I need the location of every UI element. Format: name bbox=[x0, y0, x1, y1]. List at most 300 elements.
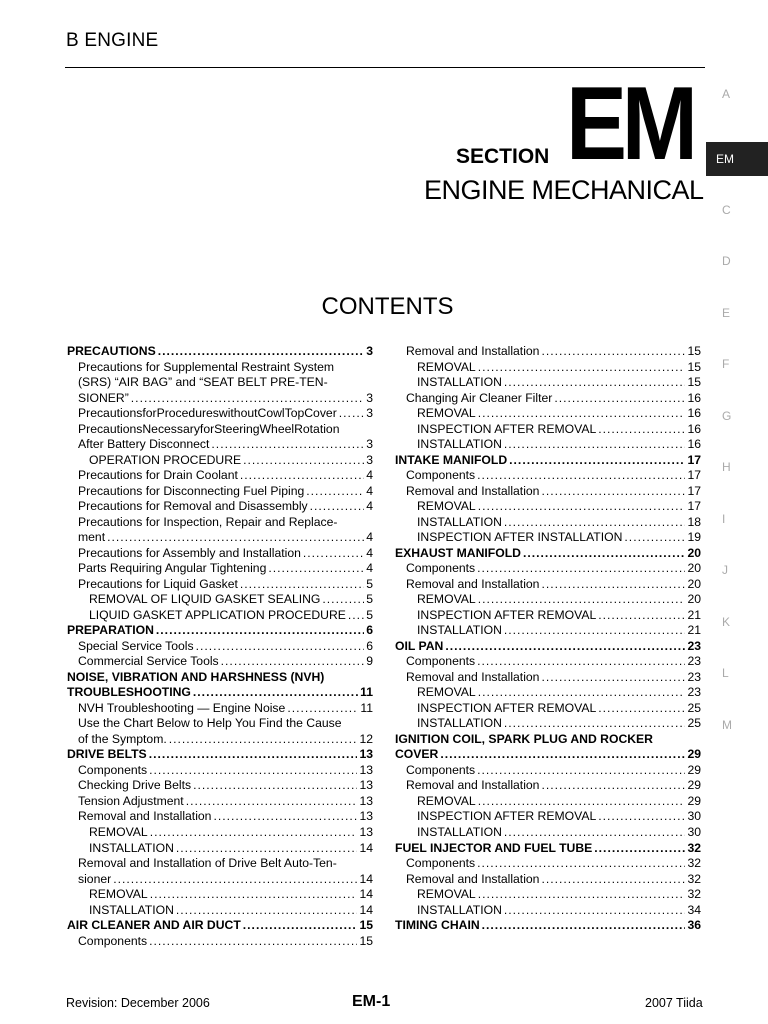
toc-entry-title: DRIVE BELTS bbox=[67, 747, 147, 762]
toc-entry[interactable] bbox=[67, 468, 373, 484]
section-name: ENGINE MECHANICAL bbox=[424, 175, 704, 205]
toc-entry[interactable] bbox=[67, 391, 373, 407]
toc-entry[interactable] bbox=[67, 360, 373, 376]
toc-entry-page: 23 bbox=[687, 669, 701, 684]
toc-entry[interactable] bbox=[67, 825, 373, 841]
toc-entry-page: 17 bbox=[687, 483, 701, 498]
toc-leader-dots bbox=[156, 623, 364, 639]
toc-leader-dots bbox=[176, 841, 358, 857]
toc-entry-title: REMOVAL bbox=[89, 887, 148, 902]
toc-entry[interactable] bbox=[395, 763, 701, 779]
toc-entry-page: 20 bbox=[687, 576, 701, 591]
toc-entry-title: REMOVAL bbox=[89, 824, 148, 839]
toc-entry-title: Special Service Tools bbox=[78, 638, 194, 653]
toc-entry[interactable] bbox=[67, 887, 373, 903]
toc-entry[interactable] bbox=[67, 747, 373, 763]
toc-entry-page: 15 bbox=[687, 375, 701, 390]
toc-entry[interactable] bbox=[67, 437, 373, 453]
toc-column-right bbox=[395, 344, 701, 934]
toc-entry-title: Precautions for Supplemental Restraint System bbox=[78, 359, 335, 374]
toc-entry[interactable] bbox=[395, 856, 701, 872]
toc-entry-title: INSTALLATION bbox=[89, 840, 174, 855]
toc-entry-page: 29 bbox=[687, 778, 701, 793]
toc-entry[interactable] bbox=[67, 422, 373, 438]
toc-entry-title: OPERATION PROCEDURE bbox=[89, 452, 242, 467]
toc-entry-page: 21 bbox=[687, 607, 701, 622]
toc-entry[interactable] bbox=[67, 530, 373, 546]
toc-leader-dots bbox=[478, 406, 686, 422]
toc-leader-dots bbox=[504, 825, 686, 841]
toc-entry-page: 3 bbox=[366, 452, 373, 467]
toc-entry[interactable] bbox=[395, 670, 701, 686]
toc-entry-page: 17 bbox=[687, 468, 701, 483]
toc-entry-page: 13 bbox=[359, 793, 373, 808]
toc-entry[interactable] bbox=[395, 701, 701, 717]
toc-entry[interactable] bbox=[395, 499, 701, 515]
toc-leader-dots bbox=[193, 685, 358, 701]
toc-leader-dots bbox=[541, 577, 685, 593]
toc-leader-dots bbox=[211, 437, 364, 453]
toc-entry-title: sioner bbox=[78, 871, 112, 886]
toc-leader-dots bbox=[158, 344, 365, 360]
toc-entry-title: REMOVAL bbox=[417, 685, 476, 700]
toc-leader-dots bbox=[131, 391, 364, 407]
toc-entry-title: Precautions for Removal and Disassembly bbox=[78, 499, 308, 514]
toc-leader-dots bbox=[310, 499, 365, 515]
toc-leader-dots bbox=[478, 592, 686, 608]
toc-column-left bbox=[67, 344, 373, 949]
toc-entry-title: INSTALLATION bbox=[417, 716, 502, 731]
toc-entry-title: Precautions for Drain Coolant bbox=[78, 468, 238, 483]
toc-leader-dots bbox=[169, 732, 358, 748]
toc-entry-title: Removal and Installation bbox=[406, 778, 540, 793]
toc-entry-page: 36 bbox=[687, 918, 701, 933]
toc-leader-dots bbox=[150, 887, 358, 903]
toc-entry-page: 13 bbox=[359, 747, 373, 762]
toc-entry-page: 4 bbox=[366, 545, 373, 560]
toc-leader-dots bbox=[504, 375, 686, 391]
toc-entry-title: AIR CLEANER AND AIR DUCT bbox=[67, 918, 241, 933]
toc-leader-dots bbox=[541, 670, 685, 686]
toc-leader-dots bbox=[478, 360, 686, 376]
toc-entry[interactable] bbox=[395, 406, 701, 422]
toc-entry-title: Components bbox=[78, 933, 148, 948]
toc-leader-dots bbox=[594, 841, 685, 857]
toc-leader-dots bbox=[440, 747, 685, 763]
toc-entry-title: Components bbox=[406, 762, 476, 777]
toc-entry[interactable] bbox=[67, 592, 373, 608]
toc-entry[interactable] bbox=[395, 654, 701, 670]
toc-entry[interactable] bbox=[67, 654, 373, 670]
section-label: SECTION bbox=[456, 145, 550, 168]
toc-entry-title: Precautions for Disconnecting Fuel Piping bbox=[78, 483, 305, 498]
toc-entry[interactable] bbox=[67, 639, 373, 655]
toc-entry[interactable] bbox=[395, 530, 701, 546]
toc-entry-title: Parts Requiring Angular Tightening bbox=[78, 561, 267, 576]
toc-leader-dots bbox=[339, 406, 364, 422]
toc-entry-title: Components bbox=[406, 654, 476, 669]
toc-entry-page: 14 bbox=[359, 840, 373, 855]
section-code: EM bbox=[566, 66, 693, 182]
toc-entry[interactable] bbox=[67, 934, 373, 950]
toc-leader-dots bbox=[193, 778, 357, 794]
toc-entry[interactable] bbox=[395, 918, 701, 934]
toc-entry[interactable] bbox=[67, 794, 373, 810]
toc-entry-page: 11 bbox=[360, 685, 373, 700]
toc-entry-title: Components bbox=[78, 762, 148, 777]
toc-entry[interactable] bbox=[67, 685, 373, 701]
toc-entry-title: Precautions for Liquid Gasket bbox=[78, 576, 238, 591]
toc-entry-title: (SRS) “AIR BAG” and “SEAT BELT PRE-TEN- bbox=[78, 375, 328, 390]
toc-entry-title: INSPECTION AFTER REMOVAL bbox=[417, 421, 597, 436]
toc-entry-title: Use the Chart Below to Help You Find the Cause bbox=[78, 716, 342, 731]
toc-entry-page: 32 bbox=[687, 887, 701, 902]
toc-leader-dots bbox=[509, 453, 685, 469]
toc-entry-page: 13 bbox=[359, 762, 373, 777]
contents-title: CONTENTS bbox=[321, 293, 454, 320]
section-tab-f[interactable]: F bbox=[722, 357, 730, 371]
toc-entry-title: REMOVAL OF LIQUID GASKET SEALING bbox=[89, 592, 321, 607]
section-tab-a[interactable]: A bbox=[722, 87, 731, 101]
toc-entry-title: REMOVAL bbox=[417, 499, 476, 514]
toc-entry[interactable] bbox=[67, 623, 373, 639]
toc-entry-page: 29 bbox=[687, 762, 701, 777]
toc-entry-page: 30 bbox=[687, 824, 701, 839]
toc-leader-dots bbox=[268, 561, 364, 577]
toc-leader-dots bbox=[504, 515, 686, 531]
toc-entry-title: INSPECTION AFTER REMOVAL bbox=[417, 607, 597, 622]
toc-entry[interactable] bbox=[395, 592, 701, 608]
toc-leader-dots bbox=[477, 561, 685, 577]
toc-entry-page: 20 bbox=[687, 545, 701, 560]
toc-entry-title: PrecautionsforProcedureswithoutCowlTopCover bbox=[78, 406, 337, 421]
toc-entry[interactable] bbox=[67, 453, 373, 469]
toc-entry[interactable] bbox=[67, 841, 373, 857]
toc-leader-dots bbox=[150, 825, 358, 841]
toc-entry[interactable] bbox=[395, 391, 701, 407]
toc-leader-dots bbox=[478, 887, 686, 903]
toc-leader-dots bbox=[287, 701, 358, 717]
toc-leader-dots bbox=[504, 716, 686, 732]
toc-entry[interactable] bbox=[67, 561, 373, 577]
toc-entry[interactable] bbox=[395, 623, 701, 639]
toc-entry[interactable] bbox=[395, 887, 701, 903]
toc-entry-title: INSPECTION AFTER REMOVAL bbox=[417, 700, 597, 715]
toc-entry-page: 3 bbox=[366, 344, 373, 358]
toc-entry-page: 20 bbox=[687, 592, 701, 607]
toc-entry[interactable] bbox=[67, 344, 373, 360]
toc-entry-title: REMOVAL bbox=[417, 887, 476, 902]
toc-entry-page: 32 bbox=[687, 856, 701, 871]
toc-entry[interactable] bbox=[67, 406, 373, 422]
toc-leader-dots bbox=[541, 484, 685, 500]
toc-entry-page: 6 bbox=[366, 638, 373, 653]
toc-leader-dots bbox=[240, 577, 364, 593]
toc-entry-page: 4 bbox=[366, 468, 373, 483]
toc-entry[interactable] bbox=[395, 872, 701, 888]
toc-entry[interactable] bbox=[67, 763, 373, 779]
toc-entry-page: 32 bbox=[687, 840, 701, 855]
toc-entry-page: 15 bbox=[687, 344, 701, 358]
toc-entry[interactable] bbox=[395, 608, 701, 624]
toc-leader-dots bbox=[598, 701, 685, 717]
toc-entry-title: ment bbox=[78, 530, 106, 545]
toc-entry[interactable] bbox=[395, 484, 701, 500]
toc-leader-dots bbox=[478, 499, 686, 515]
toc-entry-page: 3 bbox=[366, 437, 373, 452]
toc-entry-page: 5 bbox=[366, 607, 373, 622]
toc-leader-dots bbox=[322, 592, 364, 608]
toc-entry[interactable] bbox=[395, 468, 701, 484]
toc-entry[interactable] bbox=[395, 903, 701, 919]
toc-leader-dots bbox=[541, 778, 685, 794]
toc-leader-dots bbox=[504, 623, 686, 639]
toc-leader-dots bbox=[541, 344, 685, 360]
toc-leader-dots bbox=[478, 685, 686, 701]
toc-entry-page: 17 bbox=[687, 452, 701, 467]
toc-entry-page: 30 bbox=[687, 809, 701, 824]
toc-entry-page: 19 bbox=[687, 530, 701, 545]
footer-model: 2007 Tiida bbox=[645, 996, 703, 1010]
toc-entry[interactable] bbox=[395, 437, 701, 453]
toc-entry-page: 12 bbox=[359, 731, 373, 746]
toc-entry-page: 3 bbox=[366, 390, 373, 405]
toc-entry-title: FUEL INJECTOR AND FUEL TUBE bbox=[395, 840, 593, 855]
toc-leader-dots bbox=[504, 437, 686, 453]
toc-entry-page: 25 bbox=[687, 716, 701, 731]
toc-entry[interactable] bbox=[67, 375, 373, 391]
toc-entry-title: COVER bbox=[395, 747, 439, 762]
toc-leader-dots bbox=[107, 530, 364, 546]
toc-entry-title: Removal and Installation bbox=[406, 483, 540, 498]
footer-revision: Revision: December 2006 bbox=[66, 996, 210, 1010]
toc-entry-title: INSTALLATION bbox=[417, 623, 502, 638]
toc-entry[interactable] bbox=[395, 809, 701, 825]
toc-entry-page: 18 bbox=[687, 514, 701, 529]
toc-leader-dots bbox=[445, 639, 685, 655]
toc-entry-title: Components bbox=[406, 856, 476, 871]
toc-entry[interactable] bbox=[395, 732, 701, 748]
toc-entry[interactable] bbox=[395, 716, 701, 732]
toc-entry-title: Checking Drive Belts bbox=[78, 778, 192, 793]
toc-entry[interactable] bbox=[67, 515, 373, 531]
section-tab-h[interactable]: H bbox=[722, 460, 731, 474]
toc-entry[interactable] bbox=[395, 546, 701, 562]
toc-entry-title: EXHAUST MANIFOLD bbox=[395, 545, 521, 560]
toc-entry-page: 4 bbox=[366, 483, 373, 498]
toc-entry[interactable] bbox=[67, 546, 373, 562]
toc-entry-title: INSTALLATION bbox=[417, 514, 502, 529]
toc-entry[interactable] bbox=[395, 515, 701, 531]
toc-entry-title: PRECAUTIONS bbox=[67, 344, 156, 358]
toc-entry[interactable] bbox=[395, 561, 701, 577]
toc-entry-page: 4 bbox=[366, 561, 373, 576]
toc-entry-page: 14 bbox=[359, 902, 373, 917]
toc-entry-page: 17 bbox=[687, 499, 701, 514]
toc-entry-title: REMOVAL bbox=[417, 793, 476, 808]
toc-entry-title: Removal and Installation of Drive Belt Auto-Ten- bbox=[78, 856, 337, 871]
toc-entry-title: INSPECTION AFTER REMOVAL bbox=[417, 809, 597, 824]
toc-entry-title: Components bbox=[406, 561, 476, 576]
toc-entry[interactable] bbox=[395, 841, 701, 857]
section-tab-i[interactable]: I bbox=[722, 511, 726, 526]
section-tab-em[interactable]: EM bbox=[706, 142, 768, 176]
toc-entry-title: INTAKE MANIFOLD bbox=[395, 452, 508, 467]
toc-leader-dots bbox=[523, 546, 686, 562]
toc-entry-title: REMOVAL bbox=[417, 406, 476, 421]
toc-entry-title: Removal and Installation bbox=[78, 809, 212, 824]
toc-entry[interactable] bbox=[395, 375, 701, 391]
toc-entry[interactable] bbox=[67, 499, 373, 515]
toc-entry[interactable] bbox=[395, 778, 701, 794]
toc-leader-dots bbox=[196, 639, 365, 655]
toc-entry-page: 23 bbox=[687, 638, 701, 653]
section-tab-d[interactable]: D bbox=[722, 254, 731, 268]
toc-entry-title: After Battery Disconnect bbox=[78, 437, 210, 452]
toc-entry-title: Precautions for Assembly and Installation bbox=[78, 545, 301, 560]
toc-leader-dots bbox=[243, 453, 364, 469]
section-tab-l[interactable]: L bbox=[722, 666, 729, 680]
toc-entry-title: OIL PAN bbox=[395, 638, 444, 653]
toc-entry[interactable] bbox=[67, 716, 373, 732]
toc-entry[interactable] bbox=[395, 453, 701, 469]
toc-entry[interactable] bbox=[67, 577, 373, 593]
toc-entry-title: Removal and Installation bbox=[406, 669, 540, 684]
section-tab-c[interactable]: C bbox=[722, 202, 731, 217]
toc-entry[interactable] bbox=[395, 344, 701, 360]
toc-entry-title: TROUBLESHOOTING bbox=[67, 685, 191, 700]
toc-entry[interactable] bbox=[395, 794, 701, 810]
toc-leader-dots bbox=[482, 918, 686, 934]
toc-entry-page: 14 bbox=[359, 871, 373, 886]
toc-entry-page: 3 bbox=[366, 406, 373, 421]
section-tab-e[interactable]: E bbox=[722, 305, 731, 320]
toc-leader-dots bbox=[598, 809, 685, 825]
toc-entry-page: 13 bbox=[359, 778, 373, 793]
toc-entry-page: 5 bbox=[366, 592, 373, 607]
section-tab-m[interactable]: M bbox=[722, 717, 732, 732]
toc-leader-dots bbox=[541, 872, 685, 888]
toc-entry[interactable] bbox=[67, 778, 373, 794]
toc-leader-dots bbox=[221, 654, 365, 670]
toc-leader-dots bbox=[186, 794, 358, 810]
toc-entry-page: 21 bbox=[687, 623, 701, 638]
toc-leader-dots bbox=[598, 422, 685, 438]
toc-entry-page: 20 bbox=[687, 561, 701, 576]
toc-entry-page: 16 bbox=[687, 421, 701, 436]
toc-entry[interactable] bbox=[395, 422, 701, 438]
toc-entry-page: 23 bbox=[687, 685, 701, 700]
toc-entry-page: 25 bbox=[687, 700, 701, 715]
toc-entry[interactable] bbox=[67, 670, 373, 686]
toc-leader-dots bbox=[213, 809, 357, 825]
toc-entry[interactable] bbox=[395, 639, 701, 655]
toc-entry-title: PREPARATION bbox=[67, 623, 154, 638]
toc-entry-title: Commercial Service Tools bbox=[78, 654, 219, 669]
toc-entry-title: REMOVAL bbox=[417, 359, 476, 374]
toc-entry[interactable] bbox=[395, 685, 701, 701]
toc-entry-title: NOISE, VIBRATION AND HARSHNESS (NVH) bbox=[67, 669, 325, 684]
toc-leader-dots bbox=[149, 763, 357, 779]
toc-entry-page: 34 bbox=[687, 902, 701, 917]
toc-entry-page: 9 bbox=[366, 654, 373, 669]
toc-entry-title: of the Symptom. bbox=[78, 731, 167, 746]
toc-entry[interactable] bbox=[67, 608, 373, 624]
toc-entry[interactable] bbox=[395, 360, 701, 376]
toc-entry-title: Removal and Installation bbox=[406, 871, 540, 886]
toc-entry-title: NVH Troubleshooting — Engine Noise bbox=[78, 700, 286, 715]
toc-entry[interactable] bbox=[395, 577, 701, 593]
section-tab-g[interactable]: G bbox=[722, 408, 732, 423]
toc-leader-dots bbox=[306, 484, 364, 500]
toc-leader-dots bbox=[477, 468, 685, 484]
toc-entry[interactable] bbox=[67, 856, 373, 872]
toc-entry-title: PrecautionsNecessaryforSteeringWheelRotation bbox=[78, 421, 340, 436]
toc-entry-title: Components bbox=[406, 468, 476, 483]
toc-entry-title: LIQUID GASKET APPLICATION PROCEDURE bbox=[89, 607, 346, 622]
toc-entry-page: 14 bbox=[359, 887, 373, 902]
toc-entry-title: INSTALLATION bbox=[417, 824, 502, 839]
toc-leader-dots bbox=[478, 794, 686, 810]
toc-entry[interactable] bbox=[395, 825, 701, 841]
toc-entry-page: 15 bbox=[359, 918, 373, 933]
toc-entry-title: Removal and Installation bbox=[406, 576, 540, 591]
toc-entry-page: 29 bbox=[687, 793, 701, 808]
section-tab-k[interactable]: K bbox=[722, 614, 731, 629]
toc-entry-page: 13 bbox=[359, 824, 373, 839]
toc-entry[interactable] bbox=[67, 732, 373, 748]
toc-entry-page: 32 bbox=[687, 871, 701, 886]
toc-entry[interactable] bbox=[67, 918, 373, 934]
toc-leader-dots bbox=[504, 903, 686, 919]
toc-entry[interactable] bbox=[67, 701, 373, 717]
toc-entry-page: 16 bbox=[687, 437, 701, 452]
toc-entry-title: INSTALLATION bbox=[417, 375, 502, 390]
toc-entry-page: 16 bbox=[687, 406, 701, 421]
toc-entry-page: 16 bbox=[687, 390, 701, 405]
section-index-tabs bbox=[706, 84, 768, 766]
header-group-title: B ENGINE bbox=[66, 30, 159, 51]
toc-leader-dots bbox=[477, 654, 685, 670]
section-tab-j[interactable]: J bbox=[722, 563, 728, 577]
toc-leader-dots bbox=[240, 468, 364, 484]
toc-entry-title: REMOVAL bbox=[417, 592, 476, 607]
toc-entry-page: 4 bbox=[366, 530, 373, 545]
toc-entry-page: 23 bbox=[687, 654, 701, 669]
toc-leader-dots bbox=[113, 872, 357, 888]
toc-entry[interactable] bbox=[67, 903, 373, 919]
footer-page-number: EM-1 bbox=[352, 993, 391, 1010]
toc-leader-dots bbox=[243, 918, 358, 934]
toc-entry-title: Tension Adjustment bbox=[78, 793, 184, 808]
toc-entry[interactable] bbox=[67, 809, 373, 825]
toc-entry-page: 5 bbox=[366, 576, 373, 591]
toc-entry[interactable] bbox=[395, 747, 701, 763]
toc-leader-dots bbox=[149, 934, 357, 950]
toc-leader-dots bbox=[477, 763, 685, 779]
toc-entry-title: TIMING CHAIN bbox=[395, 918, 480, 933]
toc-entry-page: 4 bbox=[366, 499, 373, 514]
toc-entry[interactable] bbox=[67, 484, 373, 500]
toc-entry-title: Removal and Installation bbox=[406, 344, 540, 358]
toc-leader-dots bbox=[598, 608, 685, 624]
toc-entry-title: INSPECTION AFTER INSTALLATION bbox=[417, 530, 623, 545]
toc-entry-title: Changing Air Cleaner Filter bbox=[406, 390, 553, 405]
toc-entry[interactable] bbox=[67, 872, 373, 888]
toc-leader-dots bbox=[624, 530, 685, 546]
toc-entry-page: 11 bbox=[360, 700, 373, 715]
toc-entry-title: IGNITION COIL, SPARK PLUG AND ROCKER bbox=[395, 731, 653, 746]
